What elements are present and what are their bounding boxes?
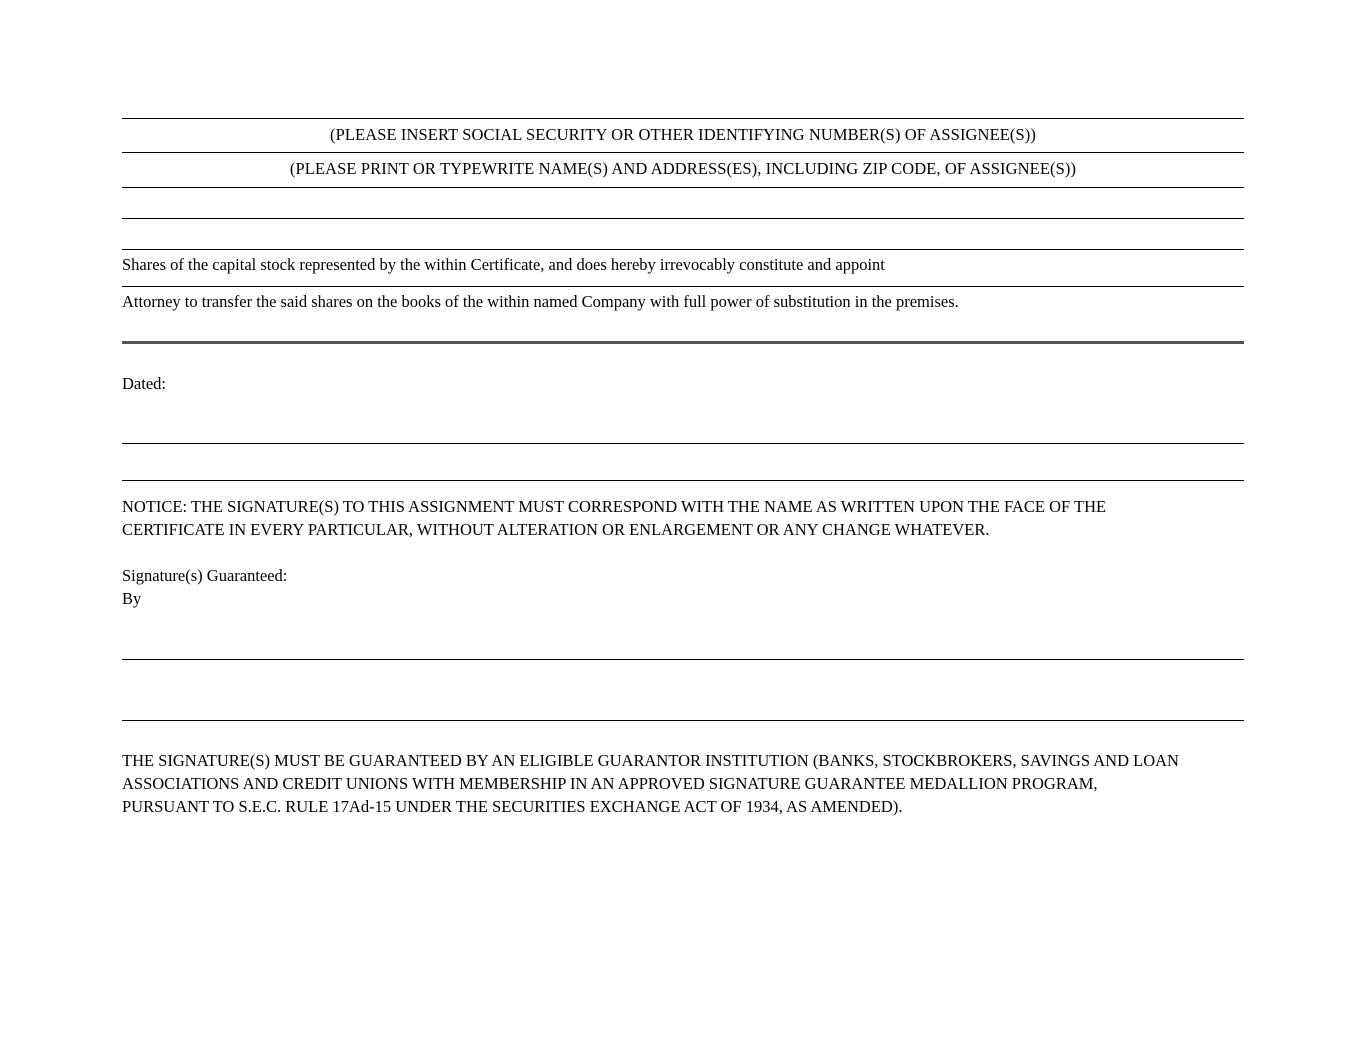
signature-guaranteed-label: Signature(s) Guaranteed: [122, 565, 288, 585]
spacer-after-dated [122, 395, 1244, 443]
notice-line-2: CERTIFICATE IN EVERY PARTICULAR, WITHOUT ALTERATION OR ENLARGEMENT OR ANY CHANGE WHATEVER. [122, 520, 990, 540]
dated-label: Dated: [122, 373, 166, 393]
spacer-before-guarantor-line-1 [122, 611, 1244, 659]
spacer-between-guarantor-lines [122, 660, 1244, 720]
document-body [122, 118, 1244, 819]
by-label: By [122, 589, 142, 609]
notice-line-1: NOTICE: THE SIGNATURE(S) TO THIS ASSIGNMENT MUST CORRESPOND WITH THE NAME AS WRITTEN UPON THE FACE OF THE [122, 496, 1107, 516]
caption-name-address: (PLEASE PRINT OR TYPEWRITE NAME(S) AND ADDRESS(ES), INCLUDING ZIP CODE, OF ASSIGNEE(S)) [289, 159, 1077, 179]
signature-guarantee-block [122, 542, 1244, 611]
attorney-clause: Attorney to transfer the said shares on the books of the within named Company with full power of substitution in the premises. [122, 291, 959, 311]
guarantee-note [122, 721, 1244, 819]
spacer-before-thick-rule [122, 323, 1244, 341]
spacer-between-signature-lines [122, 444, 1244, 480]
guarantee-note-line-3: PURSUANT TO S.E.C. RULE 17Ad-15 UNDER THE SECURITIES EXCHANGE ACT OF 1934, AS AMENDED). [122, 797, 903, 817]
guarantee-note-line-2: ASSOCIATIONS AND CREDIT UNIONS WITH MEMBERSHIP IN AN APPROVED SIGNATURE GUARANTEE MEDALLION PROGRAM, [122, 773, 1098, 793]
caption-social-security: (PLEASE INSERT SOCIAL SECURITY OR OTHER IDENTIFYING NUMBER(S) OF ASSIGNEE(S)) [330, 125, 1036, 144]
shares-clause: Shares of the capital stock represented by the within Certificate, and does hereby irrevocably constitute and appoint [122, 254, 885, 274]
guarantee-note-line-1: THE SIGNATURE(S) MUST BE GUARANTEED BY AN ELIGIBLE GUARANTOR INSTITUTION (BANKS, STOCKBROKERS, SAVINGS AND LOAN [122, 750, 1179, 770]
spacer-assignee-1 [122, 188, 1244, 218]
spacer-assignee-2 [122, 219, 1244, 249]
notice-text [122, 481, 1244, 542]
